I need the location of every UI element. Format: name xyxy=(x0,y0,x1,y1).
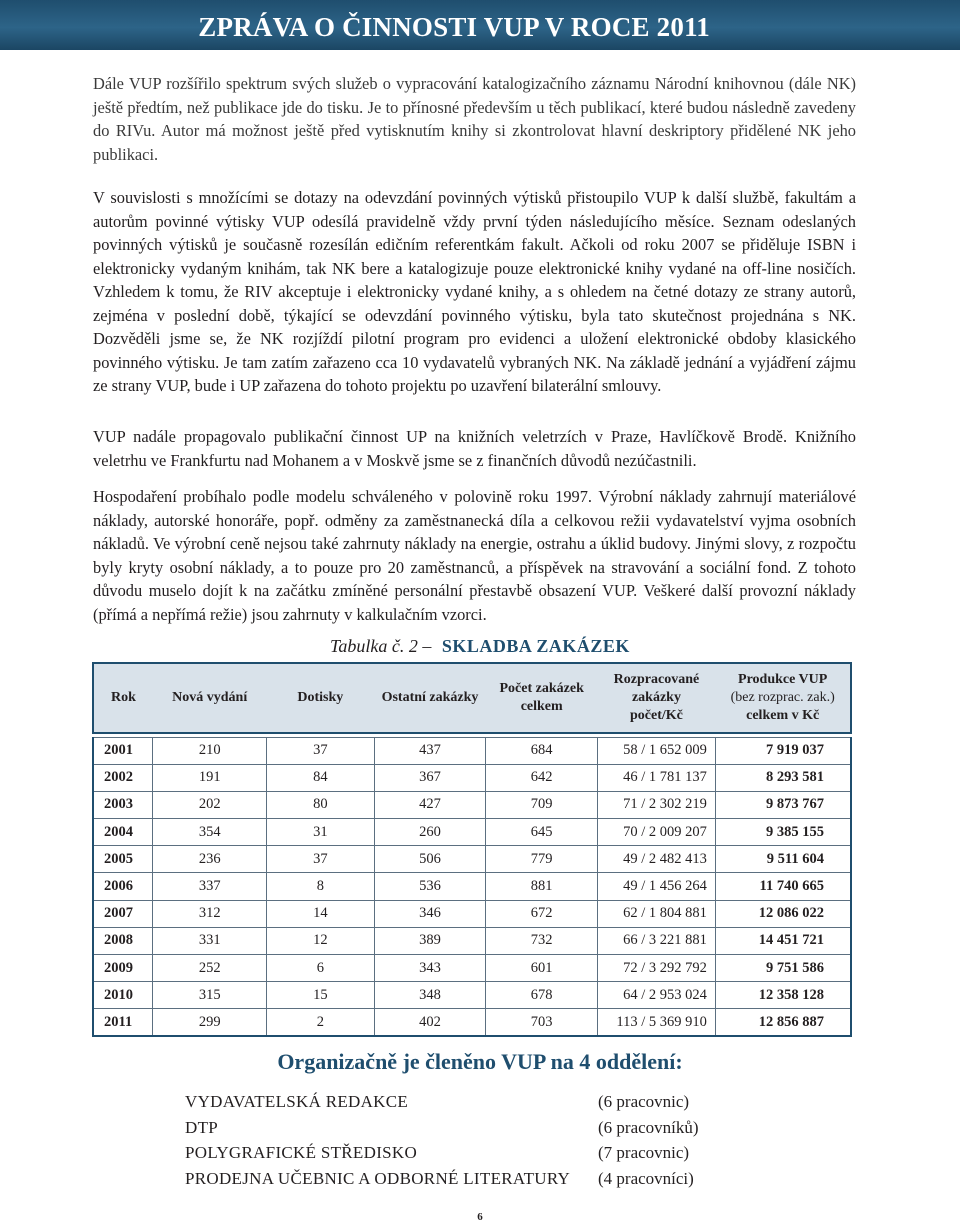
table-header-cell xyxy=(93,663,153,733)
table-cell: 601 xyxy=(486,955,598,982)
table-cell: 210 xyxy=(153,737,267,764)
table-cell: 367 xyxy=(374,764,486,791)
table-cell: 536 xyxy=(374,873,486,900)
department-staff-count: (4 pracovníci) xyxy=(598,1168,694,1188)
table-cell: 202 xyxy=(153,791,267,818)
table-cell: 66 / 3 221 881 xyxy=(598,927,716,954)
table-cell: 31 xyxy=(267,819,375,846)
paragraph-nk-cataloguing: Dále VUP rozšířilo spektrum svých služeb o vypracování katalogizačního záznamu Národní knihovnou (dále NK) ještě předtím, než publikace jde do tisku. Je to přínosné především u těch publikací, které budou následně zavedeny do RIVu. Autor má možnost ještě před vytisknutím knihy si zkontrolovat hlavní deskriptory přidělené NK jeho publikaci. xyxy=(93,74,856,164)
table-cell: 881 xyxy=(486,873,598,900)
table-cell: 337 xyxy=(153,873,267,900)
table-row xyxy=(93,900,851,927)
table-header-cell xyxy=(153,663,267,733)
table-cell: 62 / 1 804 881 xyxy=(598,900,716,927)
table-cell: 191 xyxy=(153,764,267,791)
department-item xyxy=(185,1115,745,1141)
table-cell: 252 xyxy=(153,955,267,982)
table-cell: 678 xyxy=(486,982,598,1009)
table-cell-year: 2007 xyxy=(93,900,153,927)
department-item xyxy=(185,1089,745,1115)
table-row xyxy=(93,873,851,900)
table-cell: 64 / 2 953 024 xyxy=(598,982,716,1009)
department-staff-count: (7 pracovnic) xyxy=(598,1143,690,1162)
table-cell: 14 xyxy=(267,900,375,927)
table-header-cell xyxy=(267,663,375,733)
department-name: POLYGRAFICKÉ STŘEDISKO xyxy=(185,1143,418,1162)
table-cell: 58 / 1 652 009 xyxy=(598,737,716,764)
table-row xyxy=(93,982,851,1009)
table-cell: 732 xyxy=(486,927,598,954)
table-cell: 427 xyxy=(374,791,486,818)
table-cell: 70 / 2 009 207 xyxy=(598,819,716,846)
table-cell-year: 2006 xyxy=(93,873,153,900)
department-staff-count: (6 pracovníků) xyxy=(598,1117,699,1137)
table-header-cell xyxy=(374,663,486,733)
table-header-text: Ostatní zakázky xyxy=(381,690,479,705)
table-header-row xyxy=(93,663,851,733)
table-cell-year: 2002 xyxy=(93,764,153,791)
table-cell: 312 xyxy=(153,900,267,927)
department-item xyxy=(185,1166,745,1192)
table-cell: 703 xyxy=(486,1009,598,1036)
department-name: DTP xyxy=(185,1117,219,1137)
table-cell: 71 / 2 302 219 xyxy=(598,791,716,818)
table-cell-year: 2009 xyxy=(93,955,153,982)
table-header-text: Produkce VUP xyxy=(738,672,828,687)
table-cell: 12 856 887 xyxy=(715,1009,851,1036)
table-row xyxy=(93,846,851,873)
table-cell: 7 919 037 xyxy=(715,737,851,764)
department-name: PRODEJNA UČEBNIC A ODBORNÉ LITERATURY xyxy=(185,1168,571,1188)
table-header-cell xyxy=(715,663,851,733)
table-cell: 348 xyxy=(374,982,486,1009)
table-cell: 437 xyxy=(374,737,486,764)
table-caption-title: SKLADBA ZAKÁZEK xyxy=(441,636,630,656)
table-cell: 46 / 1 781 137 xyxy=(598,764,716,791)
table-cell: 14 451 721 xyxy=(715,927,851,954)
page-number: 6 xyxy=(477,1211,483,1223)
table-cell: 645 xyxy=(486,819,598,846)
table-cell: 9 385 155 xyxy=(715,819,851,846)
table-cell-year: 2011 xyxy=(93,1009,153,1036)
table-cell: 672 xyxy=(486,900,598,927)
table-header-text: Dotisky xyxy=(297,690,344,705)
table-cell: 15 xyxy=(267,982,375,1009)
table-cell: 779 xyxy=(486,846,598,873)
department-name: VYDAVATELSKÁ REDAKCE xyxy=(185,1092,409,1111)
table-row xyxy=(93,737,851,764)
table-cell: 354 xyxy=(153,819,267,846)
table-cell: 299 xyxy=(153,1009,267,1036)
table-cell-year: 2005 xyxy=(93,846,153,873)
table-header-text: Nová vydání xyxy=(172,690,248,705)
table-cell: 9 751 586 xyxy=(715,955,851,982)
page-header-banner xyxy=(0,0,960,50)
table-cell: 37 xyxy=(267,737,375,764)
table-cell: 80 xyxy=(267,791,375,818)
table-header-text: Rozpracované xyxy=(613,672,700,687)
table-cell: 9 511 604 xyxy=(715,846,851,873)
table-cell: 709 xyxy=(486,791,598,818)
table-header-cell xyxy=(598,663,716,733)
table-header-text: (bez rozprac. zak.) xyxy=(730,690,835,705)
orders-table xyxy=(92,662,852,1037)
table-header-text: počet/Kč xyxy=(630,708,683,723)
table-cell: 49 / 2 482 413 xyxy=(598,846,716,873)
table-cell-year: 2010 xyxy=(93,982,153,1009)
table-row xyxy=(93,927,851,954)
table-row xyxy=(93,955,851,982)
table-cell: 684 xyxy=(486,737,598,764)
paragraph-book-fairs: VUP nadále propagovalo publikační činnost UP na knižních veletrzích v Praze, Havlíčkově Brodě. Knižního veletrhu ve Frankfurtu nad Mohanem a v Moskvě jsme se z finančních důvodů nezúčastnili. xyxy=(93,427,856,470)
table-header-text: celkem v Kč xyxy=(746,708,820,723)
table-cell-year: 2008 xyxy=(93,927,153,954)
table-cell-year: 2004 xyxy=(93,819,153,846)
table-cell: 84 xyxy=(267,764,375,791)
table-cell-year: 2003 xyxy=(93,791,153,818)
table-caption xyxy=(0,636,960,657)
department-staff-count: (6 pracovnic) xyxy=(598,1092,690,1111)
table-cell: 12 086 022 xyxy=(715,900,851,927)
department-list xyxy=(185,1089,745,1191)
table-cell: 315 xyxy=(153,982,267,1009)
table-cell: 642 xyxy=(486,764,598,791)
table-cell: 49 / 1 456 264 xyxy=(598,873,716,900)
table-row xyxy=(93,791,851,818)
table-cell: 37 xyxy=(267,846,375,873)
table-cell: 346 xyxy=(374,900,486,927)
table-cell: 260 xyxy=(374,819,486,846)
table-header-cell xyxy=(486,663,598,733)
table-cell: 402 xyxy=(374,1009,486,1036)
table-caption-prefix: Tabulka č. 2 – xyxy=(330,636,432,656)
table-cell: 12 358 128 xyxy=(715,982,851,1009)
table-cell: 389 xyxy=(374,927,486,954)
table-cell: 8 xyxy=(267,873,375,900)
table-header-text: celkem xyxy=(520,699,563,714)
table-cell: 506 xyxy=(374,846,486,873)
table-cell: 343 xyxy=(374,955,486,982)
table-cell: 8 293 581 xyxy=(715,764,851,791)
report-title: ZPRÁVA O ČINNOSTI VUP V ROCE 2011 xyxy=(198,12,710,42)
organization-heading: Organizačně je členěno VUP na 4 oddělení: xyxy=(277,1049,683,1074)
paragraph-mandatory-copies: V souvislosti s množícími se dotazy na odevzdání povinných výtisků přistoupilo VUP k další službě, fakultám a autorům povinné výtisky VUP odesílá pravidelně vždy první týden následujícího měsíce. Seznam odeslaných povinných výtisků je současně rozesílán edičním referentkám fakult. Ačkoli od roku 2007 se přiděluje ISBN i elektronicky vydaným knihám, tak NK bere a katalogizuje pouze elektronické knihy vydané na off-line nosičích. Vzhledem k tomu, že RIV akceptuje i elektronicky vydané knihy, a s ohledem na četné dotazy ze strany autorů, zejména v poslední době, týkající se odevzdání povinného výtisku, byla tato skutečnost projednána s NK. Dozvěděli jsme se, že NK rozjíždí pilotní program pro evidenci a uložení elektronické obdoby klasického povinného výtisku. Je tam zatím zařazeno cca 10 vydavatelů vybraných NK. Na základě jednání a vyjádření zájmu ze strany VUP, bude i UP zařazena do tohoto projektu po uzavření bilaterální smlouvy. xyxy=(93,188,856,395)
table-cell: 6 xyxy=(267,955,375,982)
table-row xyxy=(93,819,851,846)
table-cell: 236 xyxy=(153,846,267,873)
table-cell: 72 / 3 292 792 xyxy=(598,955,716,982)
table-cell: 12 xyxy=(267,927,375,954)
table-cell: 113 / 5 369 910 xyxy=(598,1009,716,1036)
department-item xyxy=(185,1140,745,1166)
table-header-text: Rok xyxy=(110,690,136,705)
table-cell: 2 xyxy=(267,1009,375,1036)
table-cell: 331 xyxy=(153,927,267,954)
table-cell: 9 873 767 xyxy=(715,791,851,818)
table-row xyxy=(93,764,851,791)
table-header-text: zakázky xyxy=(631,690,681,705)
table-row xyxy=(93,1009,851,1036)
paragraph-finances: Hospodaření probíhalo podle modelu schváleného v polovině roku 1997. Výrobní náklady zahrnují materiálové náklady, autorské honoráře, popř. odměny za zaměstnanecká díla a celkovou režii vydavatelství vyjma osobních nákladů. Ve výrobní ceně nejsou také zahrnuty náklady na energie, ostrahu a úklid budovy. Jinými slovy, z rozpočtu byly kryty osobní náklady, a to pouze pro 20 zaměstnanců, a příspěvek na stravování a sociální fond. Z tohoto důvodu muselo dojít k na začátku zmíněné personální přestavbě obsazení VUP. Veškeré další provozní náklady (přímá a nepřímá režie) jsou zahrnuty v kalkulačním vzorci. xyxy=(93,487,856,624)
table-header-text: Počet zakázek xyxy=(499,681,584,696)
table-cell: 11 740 665 xyxy=(715,873,851,900)
table-cell-year: 2001 xyxy=(93,737,153,764)
